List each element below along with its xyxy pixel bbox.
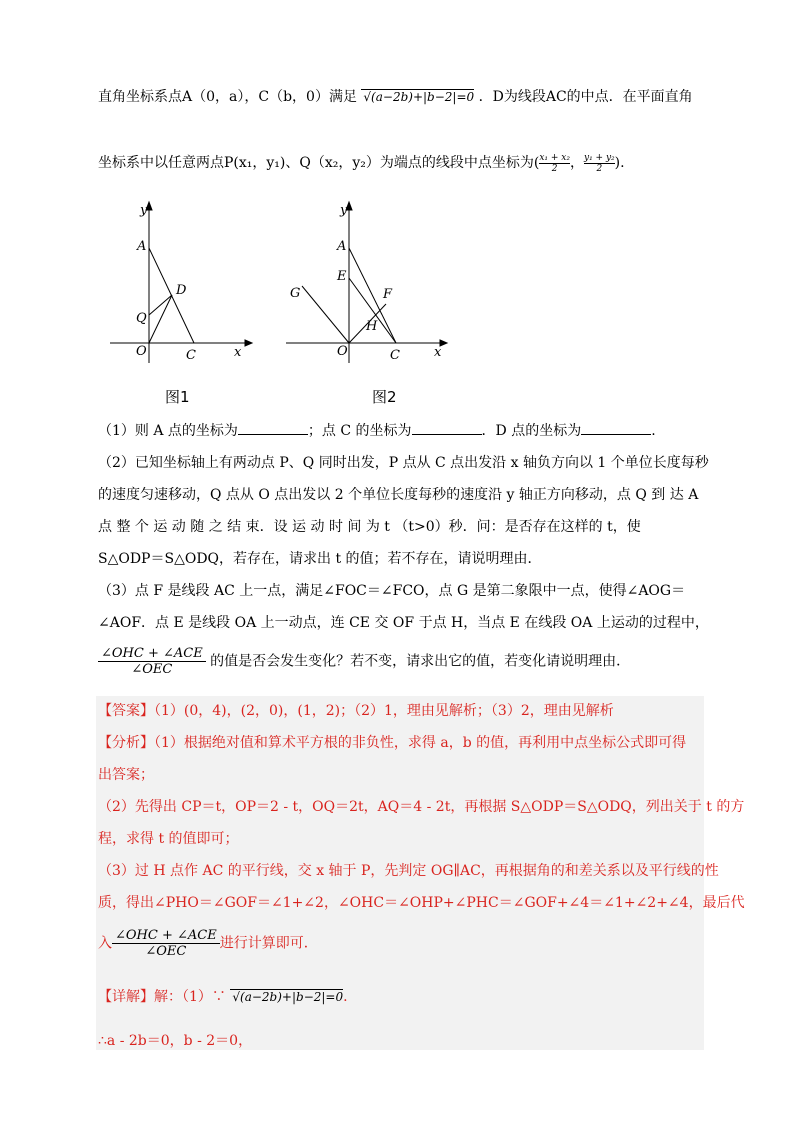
midpoint-y-fraction: $\frac{\text{y₁ + y₂}}{2}$ bbox=[583, 152, 615, 174]
detail-line-1 bbox=[98, 986, 708, 1006]
fig1-label-x: x bbox=[234, 345, 242, 360]
analysis-line-4: 程，求得 t 的值即可； bbox=[98, 831, 239, 847]
question-2-line-1: （2）已知坐标轴上有两动点 P、Q 同时出发，P 点从 C 点出发沿 x 轴负方向以 1 个单位长度每秒 bbox=[98, 455, 709, 471]
x-arrow bbox=[245, 340, 252, 346]
fig2-label-e: E bbox=[337, 269, 347, 284]
intro-line-1 bbox=[98, 86, 708, 106]
analysis-line-3: （2）先得出 CP＝t，OP＝2 - t，OQ＝2t，AQ＝4 - 2t，再根据 S△ODP＝S△ODQ，列出关于 t 的方 bbox=[98, 799, 745, 815]
intro-line-2: 坐标系中以任意两点P(x₁，y₁)、Q（x₂，y₂）为端点的线段中点坐标为( $\frac{\text{x₁ + x₂}}{2}$， $\frac{\text{y₁ + y₂}}{2}$). bbox=[98, 152, 625, 174]
question-3-line-1: （3）点 F 是线段 AC 上一点，满足∠FOC＝∠FCO，点 G 是第二象限中一点，使得∠AOG＝ bbox=[98, 583, 686, 599]
question-2-line-4: S△ODP＝S△ODQ，若存在，请求出 t 的值；若不存在，请说明理由． bbox=[98, 551, 542, 567]
fig2-label-f: F bbox=[383, 287, 393, 302]
figure-2 bbox=[282, 198, 452, 368]
condition-formula: √(a−2b)+|b−2|=0 bbox=[363, 90, 475, 104]
q1-text: （1）则 A 点的坐标为 bbox=[98, 423, 238, 439]
intro-text: ). bbox=[614, 155, 625, 171]
detail-text: . bbox=[343, 989, 348, 1005]
fig1-label-c: C bbox=[186, 348, 196, 363]
q3-text: 的值是否会发生变化？若不变，请求出它的值，若变化请说明理由． bbox=[210, 653, 631, 670]
fig2-label-g: G bbox=[290, 286, 301, 301]
question-2-line-2: 的速度匀速移动，Q 点从 O 点出发以 2 个单位长度每秒的速度沿 y 轴正方向移动，点 Q 到 达 A bbox=[98, 487, 699, 503]
analysis-line-2: 出答案； bbox=[98, 767, 154, 783]
fig2-label-o: O bbox=[337, 344, 348, 359]
analysis-text: 进行计算即可． bbox=[219, 935, 318, 952]
segment-qd bbox=[149, 295, 172, 315]
fig1-label-d: D bbox=[176, 283, 187, 298]
figure-2-caption: 图2 bbox=[372, 388, 397, 406]
fig2-label-y: y bbox=[340, 203, 348, 218]
angle-fraction: $\frac{\text{∠OHC + ∠ACE}}{\text{∠OEC}}$ bbox=[98, 646, 206, 677]
fig2-label-c: C bbox=[390, 348, 400, 363]
fig1-label-y: y bbox=[140, 203, 148, 218]
angle-fraction: $\frac{\text{∠OHC + ∠ACE}}{\text{∠OEC}}$ bbox=[112, 928, 220, 959]
fig1-label-o: O bbox=[136, 344, 147, 359]
answer-blank bbox=[238, 422, 308, 435]
intro-text: ．D为线段AC的中点．在平面直角 bbox=[478, 89, 693, 105]
answer-blank bbox=[412, 422, 482, 435]
fig1-label-q: Q bbox=[136, 311, 147, 326]
q1-text: ．D 点的坐标为 bbox=[481, 423, 582, 439]
figure-1-caption: 图1 bbox=[165, 388, 190, 406]
midpoint-x-fraction: $\frac{\text{x₁ + x₂}}{2}$ bbox=[539, 152, 570, 174]
fig2-label-x: x bbox=[434, 345, 442, 360]
q1-text: . bbox=[651, 423, 656, 439]
analysis-line-7 bbox=[98, 928, 708, 959]
intro-text: P(x₁，y₁)、Q（x₂，y₂）为端点的线段中点坐标为( bbox=[224, 155, 540, 171]
figure-1 bbox=[100, 198, 260, 368]
answer-blank bbox=[581, 422, 651, 435]
question-2-line-3: 点 整 个 运 动 随 之 结 束．设 运 动 时 间 为 t （t>0）秒．问：是否存在这样的 t，使 bbox=[98, 519, 641, 535]
question-3-line-2: ∠AOF．点 E 是线段 OA 上一动点，连 CE 交 OF 于点 H，当点 E 在线段 OA 上运动的过程中， bbox=[98, 615, 709, 631]
segment-od bbox=[149, 295, 172, 343]
fig1-label-a: A bbox=[137, 239, 147, 254]
fig2-label-a: A bbox=[337, 239, 347, 254]
fig2-label-h: H bbox=[366, 319, 378, 334]
intro-text: 坐标系中以任意两点 bbox=[98, 155, 224, 171]
question-1 bbox=[98, 420, 708, 440]
condition-formula: √(a−2b)+|b−2|=0 bbox=[232, 990, 344, 1004]
segment-og bbox=[302, 286, 349, 343]
analysis-line-6: 质，得出∠PHO＝∠GOF＝∠1+∠2，∠OHC＝∠OHP+∠PHC＝∠GOF+∠4＝∠1+∠2+∠4，最后代 bbox=[98, 895, 745, 911]
intro-text: 直角坐标系点 bbox=[98, 89, 182, 105]
analysis-text: 入 bbox=[98, 935, 112, 952]
q1-text: ；点 C 的坐标为 bbox=[307, 423, 412, 439]
analysis-line-1: 【分析】（1）根据绝对值和算术平方根的非负性，求得 a，b 的值，再利用中点坐标公式即可得 bbox=[98, 735, 687, 751]
analysis-line-5: （3）过 H 点作 AC 的平行线，交 x 轴于 P，先判定 OG∥AC，再根据角的和差关系以及平行线的性 bbox=[98, 863, 719, 879]
detail-text: 【详解】解：（1）∵ bbox=[98, 989, 226, 1005]
question-3-line-3 bbox=[98, 646, 708, 677]
intro-text: A（0，a），C（b，0）满足 bbox=[182, 89, 357, 105]
answer-line: 【答案】（1）(0，4)，(2，0)，(1，2)；（2）1，理由见解析；（3）2，理由见解析 bbox=[98, 703, 614, 719]
detail-line-2: ∴a - 2b＝0，b - 2＝0， bbox=[98, 1033, 253, 1049]
